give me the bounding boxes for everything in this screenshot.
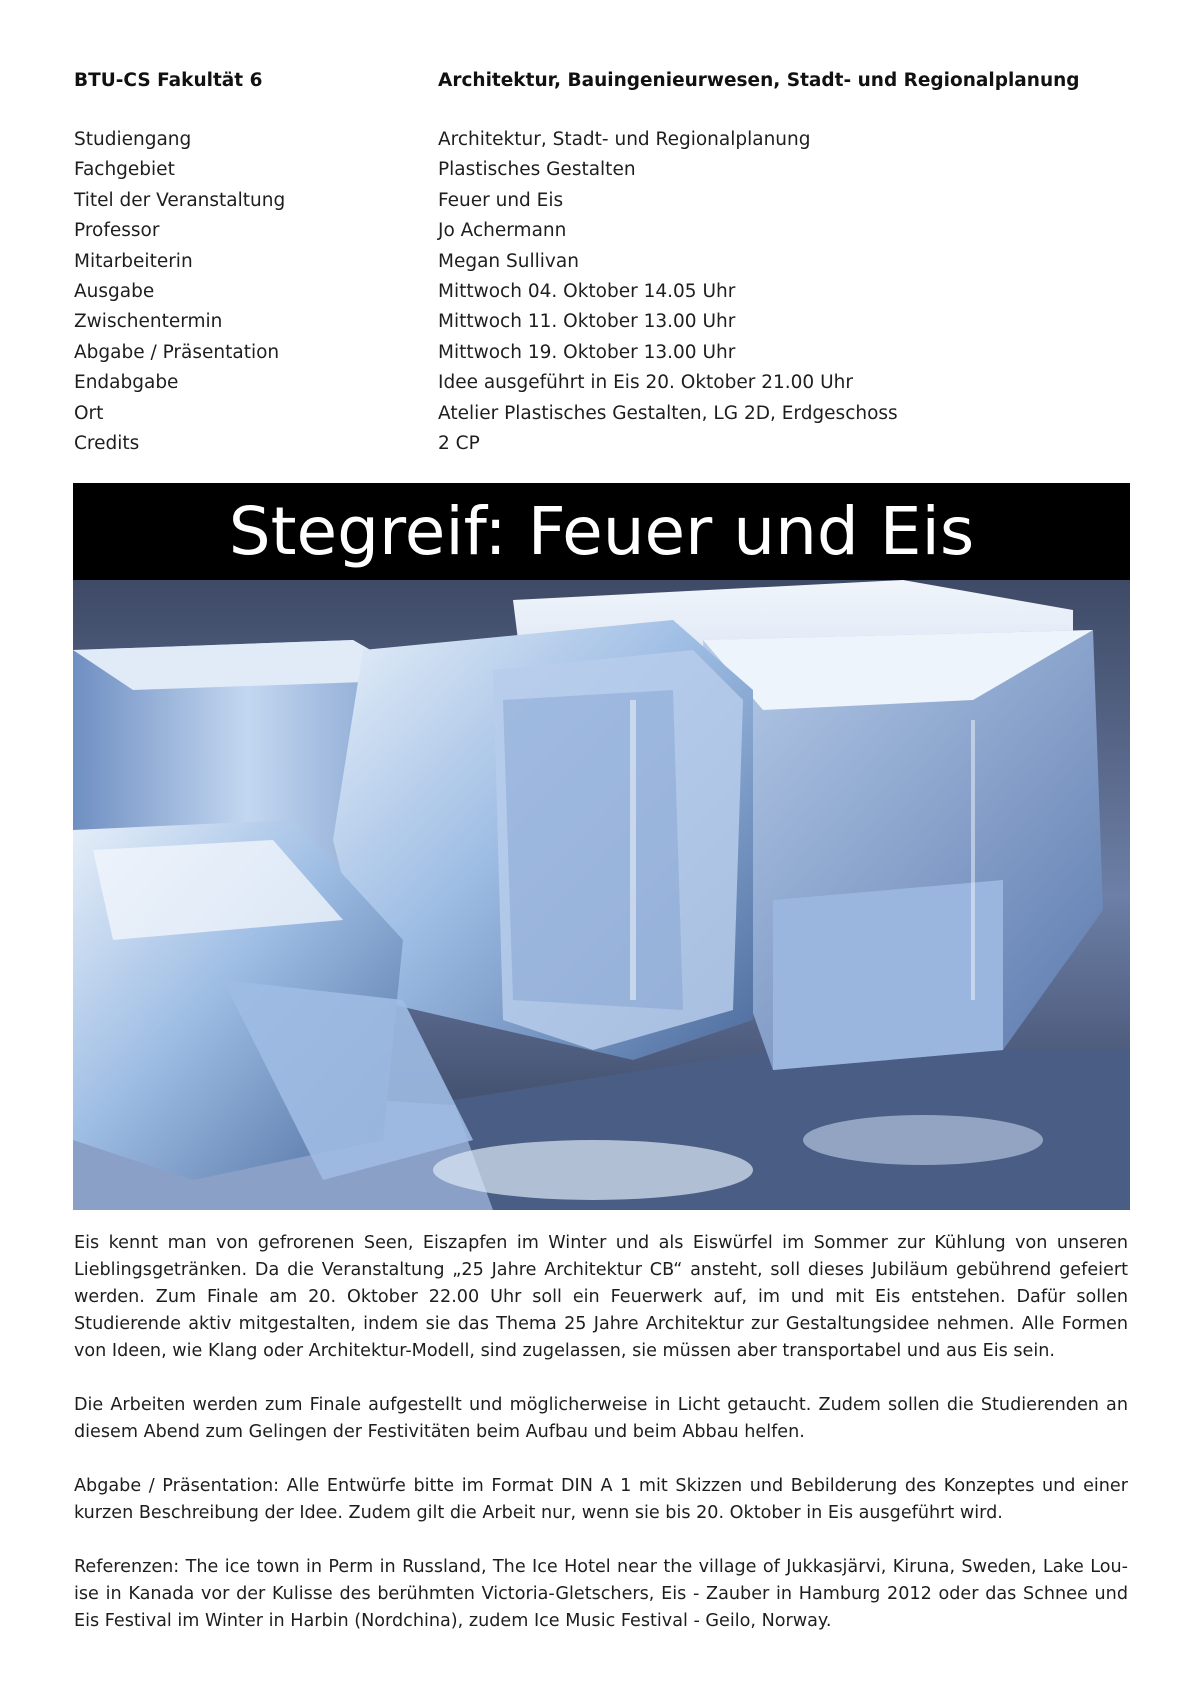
info-row — [74, 311, 1134, 341]
info-label: Zwischentermin — [74, 311, 223, 333]
info-value: Plastisches Gestalten — [438, 159, 636, 181]
description-text — [74, 1230, 1128, 1662]
ice-blocks-photo — [73, 580, 1130, 1210]
document-header — [74, 70, 1134, 96]
paragraph-intro: Eis kennt man von gefrorenen Seen, Eiszapfen im Winter und als Eiswürfel im Sommer zur Kühlung von unseren Lieblingsgetränken. Da die Veranstaltung „25 Jahre Architektur CB“ ansteht, soll dieses Jubiläum gebührend gefeiert werden. Zum Finale am 20. Oktober 22.00 Uhr soll ein Feuerwerk auf, im und mit Eis entstehen. Dafür sollen Studierende aktiv mitgestalten, indem sie das Thema 25 Jahre Architektur zur Gestaltungsidee nehmen. Alle Formen von Ideen, wie Klang oder Architektur-Modell, sind zugelassen, sie müssen aber transportabel und aus Eis sein. — [74, 1233, 1128, 1361]
info-value: Mittwoch 11. Oktober 13.00 Uhr — [438, 311, 736, 333]
info-label: Ort — [74, 402, 104, 424]
info-value: Jo Achermann — [438, 220, 567, 242]
info-value: 2 CP — [438, 432, 480, 454]
info-label: Endabgabe — [74, 372, 179, 394]
info-row — [74, 342, 1134, 372]
info-value: Megan Sullivan — [438, 250, 579, 272]
paragraph-finale: Die Arbeiten werden zum Finale aufgestellt und möglicherweise in Licht getaucht. Zudem sollen die Studierenden an diesem Abend zum Gelingen der Festivitäten beim Aufbau und beim Abbau helfen. — [74, 1395, 1128, 1442]
info-value: Feuer und Eis — [438, 189, 564, 211]
info-row — [74, 403, 1134, 433]
paragraph-submission: Abgabe / Präsentation: Alle Entwürfe bitte im Format DIN A 1 mit Skizzen und Bebilderung des Konzeptes und einer kurzen Beschreibung der Idee. Zudem gilt die Arbeit nur, wenn sie bis 20. Oktober in Eis ausgeführt wird. — [74, 1476, 1128, 1523]
info-value: Mittwoch 04. Oktober 14.05 Uhr — [438, 280, 736, 302]
info-value: Idee ausgeführt in Eis 20. Oktober 21.00 Uhr — [438, 372, 853, 394]
title-banner: Stegreif: Feuer und Eis — [73, 483, 1130, 580]
info-value: Architektur, Stadt- und Regionalplanung — [438, 129, 811, 150]
info-row — [74, 372, 1134, 402]
info-value: Mittwoch 19. Oktober 13.00 Uhr — [438, 341, 736, 363]
info-value: Atelier Plastisches Gestalten, LG 2D, Erdgeschoss — [438, 402, 898, 424]
info-label: Ausgabe — [74, 280, 155, 302]
info-label: Abgabe / Präsentation — [74, 341, 280, 363]
info-row — [74, 251, 1134, 281]
info-label: Mitarbeiterin — [74, 250, 193, 272]
ice-blocks-illustration — [73, 580, 1130, 1210]
info-row — [74, 159, 1134, 189]
info-row — [74, 220, 1134, 250]
department-name: Architektur, Bauingenieurwesen, Stadt- und Regionalplanung — [438, 70, 1080, 91]
info-label: Professor — [74, 220, 160, 242]
info-row — [74, 281, 1134, 311]
course-info-table — [74, 129, 1134, 463]
info-row — [74, 190, 1134, 220]
info-label: Credits — [74, 432, 140, 454]
paragraph-references: Referenzen: The ice town in Perm in Russland, The Ice Hotel near the village of Jukkasjärvi, Kiruna, Sweden, Lake Lou-ise in Kanada vor der Kulisse des berühmten Victoria-Gletschers, Eis - Zauber in Hamburg 2012 oder das Schnee und Eis Festival im Winter in Harbin (Nordchina), zudem Ice Music Festival - Geilo, Norway. — [74, 1557, 1128, 1631]
info-row — [74, 129, 1134, 159]
info-label: Titel der Veranstaltung — [74, 189, 286, 211]
info-label: Studiengang — [74, 129, 192, 150]
info-label: Fachgebiet — [74, 159, 175, 181]
info-row — [74, 433, 1134, 463]
faculty-name: BTU-CS Fakultät 6 — [74, 70, 263, 91]
